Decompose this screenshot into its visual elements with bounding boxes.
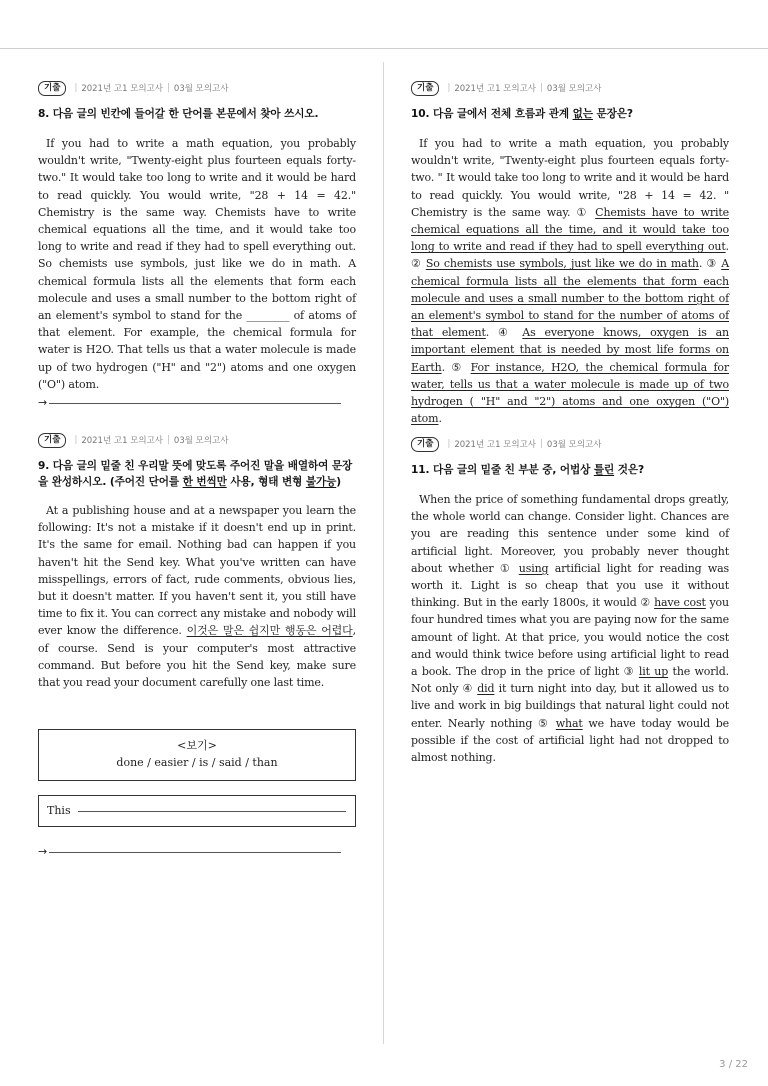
- exam-tag: 기출: [411, 81, 439, 96]
- choice-2-marker: ②: [411, 257, 422, 271]
- passage: When the price of something fundamental drops greatly, the whole world can change. Consider light. Chances are you are reading this sentence under some kind of artificial light. Moreover, you probably never thought about whether ① using artificial light for reading was worth it. Light is so cheap that you use it without thinking. But in the early 1800s, it would ② have cost you four hundred times what you are paying now for the same amount of light. At that price, you would notice the cost and would think twice before using artificial light to read a book. The drop in the price of light ③ lit up the world. Not only ④ did it turn night into day, but it allowed us to live and work in big buildings that natural light could not enter. Nearly nothing ⑤ what we have today would be possible if the cost of artificial light had not dropped to almost nothing.: [411, 493, 729, 765]
- exam-tag: 기출: [411, 437, 439, 452]
- question-meta: 기출 | 2021년 고1 모의고사 | 03월 모의고사: [411, 80, 729, 96]
- page-number: 3 / 22: [719, 1059, 748, 1070]
- arrow-icon: →: [38, 845, 48, 858]
- answer-line-q8[interactable]: [38, 396, 341, 409]
- question-title: 10. 다음 글에서 전체 흐름과 관계 없는 문장은?: [411, 108, 633, 120]
- exam-year: 2021년 고1 모의고사: [454, 440, 537, 450]
- question-11: [411, 436, 729, 766]
- choice-2-marker: ②: [640, 596, 651, 610]
- question-title: 11. 다음 글의 밑줄 친 부분 중, 어법상 틀린 것은?: [411, 464, 645, 476]
- choice-3-sentence: A chemical formula lists all the elements that form each molecule and uses a small number to the bottom right of an element's symbol to stand for the number of atoms of that element: [411, 257, 729, 340]
- exam-month: 03월 모의고사: [173, 84, 229, 94]
- choice-5-sentence: For instance, H2O, the chemical formula for water, tells us that a water molecule is made up of two hydrogen ( "H" and "2") atoms and one oxygen ("O") atom: [411, 360, 729, 426]
- header-rule: [0, 48, 768, 49]
- question-title: 8. 다음 글의 빈칸에 들어갈 한 단어를 본문에서 찾아 쓰시오.: [38, 108, 319, 120]
- word-box-words: done / easier / is / said / than: [116, 756, 278, 769]
- passage: If you had to write a math equation, you probably wouldn't write, "Twenty-eight plus fourteen equals forty-two. " It would take too long to write and it would be hard to read quickly. You would write, "28 + 14 = 42. " Chemistry is the same way. ① Chemists have to write chemical equations all the time, and it would take too long to write and read if they had to spell everything out. ② So chemists use symbols, just like we do in math. ③ A chemical formula lists all the elements that form each molecule and uses a small number to the bottom right of an element's symbol to stand for the number of atoms of that element. ④ As everyone knows, oxygen is an important element that is needed by most life forms on Earth. ⑤ For instance, H2O, the chemical formula for water, tells us that a water molecule is made up of two hydrogen ( "H" and "2") atoms and one oxygen ("O") atom.: [411, 137, 729, 426]
- choice-3-marker: ③: [706, 257, 717, 271]
- exam-year: 2021년 고1 모의고사: [81, 436, 164, 446]
- word-box-title: <보기>: [177, 739, 217, 752]
- choice-3-word: lit up: [638, 665, 669, 679]
- choice-5-marker: ⑤: [537, 716, 551, 730]
- passage: [38, 135, 356, 393]
- exam-month: 03월 모의고사: [173, 436, 229, 446]
- choice-4-word: did: [477, 682, 495, 696]
- answer-prefix: This: [47, 804, 71, 817]
- choice-5-word: what: [555, 716, 583, 730]
- column-divider: [383, 62, 384, 1044]
- exam-month: 03월 모의고사: [546, 84, 602, 94]
- exam-tag: 기출: [38, 81, 66, 96]
- question-8: [38, 80, 356, 393]
- choice-1-sentence: Chemists have to write chemical equations all the time, and it would take too long to write and read if they had to spell everything out: [411, 205, 729, 254]
- answer-line-q9[interactable]: [38, 845, 341, 858]
- question-meta: 기출 | 2021년 고1 모의고사 | 03월 모의고사: [38, 80, 356, 96]
- choice-1-marker: ①: [576, 205, 590, 219]
- choice-3-marker: ③: [623, 665, 635, 679]
- choice-5-marker: ⑤: [451, 360, 465, 374]
- exam-month: 03월 모의고사: [546, 440, 602, 450]
- question-title: 9. 다음 글의 밑줄 친 우리말 뜻에 맞도록 주어진 말을 배열하여 문장을 완성하시오. (주어진 단어를 한 번씩만 사용, 형태 변형 불가능): [38, 460, 353, 488]
- underlined-korean: 이것은 말은 쉽지만 행동은 어렵다: [186, 624, 353, 638]
- choice-1-word: using: [518, 561, 549, 575]
- exam-year: 2021년 고1 모의고사: [81, 84, 164, 94]
- choice-4-marker: ④: [498, 326, 514, 340]
- question-meta: 기출 | 2021년 고1 모의고사 | 03월 모의고사: [411, 436, 729, 452]
- word-box: [38, 729, 356, 781]
- passage: At a publishing house and at a newspaper you learn the following: It's not a mistake if it doesn't end up in print. It's the same for email. Nothing bad can happen if you haven't hit the Send key. What you've written can have misspellings, errors of fact, rude comments, obvious lies, but it doesn't matter. If you haven't sent it, you still have time to fix it. You can correct any mistake and nobody will ever know the difference. 이것은 말은 쉽지만 행동은 어렵다, of course. Send is your computer's most attractive command. But before you hit the Send key, make sure that you read your document carefully one last time.: [38, 504, 356, 690]
- choice-2-word: have cost: [654, 596, 706, 610]
- answer-box-q9[interactable]: [38, 795, 356, 827]
- exam-year: 2021년 고1 모의고사: [454, 84, 537, 94]
- question-10: [411, 80, 729, 427]
- exam-tag: 기출: [38, 433, 66, 448]
- choice-2-sentence: So chemists use symbols, just like we do in math: [425, 257, 699, 271]
- question-meta: 기출 | 2021년 고1 모의고사 | 03월 모의고사: [38, 432, 356, 448]
- choice-4-sentence: As everyone knows, oxygen is an important element that is needed by most life forms on Earth: [411, 326, 729, 374]
- passage-text: If you had to write a math equation, you probably wouldn't write, "Twenty-eight plus fourteen equals forty-two." It would take too long to write and it would be hard to read quickly. You would write, "28 + 14 = 42." Chemistry is the same way. Chemists have to write chemical equations all the time, and it would take too long to write and read if they had to spell everything out. So chemists use symbols, just like we do in math. A chemical formula lists all the elements that form each molecule and uses a small number to the bottom right of an element's symbol to stand for the ________ of atoms of that element. For example, the chemical formula for water is H2O. That tells us that a water molecule is made up of two hydrogen ("H" and "2") atoms and one oxygen ("O") atom.: [38, 137, 356, 391]
- question-9: [38, 432, 356, 691]
- choice-4-marker: ④: [462, 682, 474, 696]
- arrow-icon: →: [38, 396, 48, 409]
- choice-1-marker: ①: [499, 561, 513, 575]
